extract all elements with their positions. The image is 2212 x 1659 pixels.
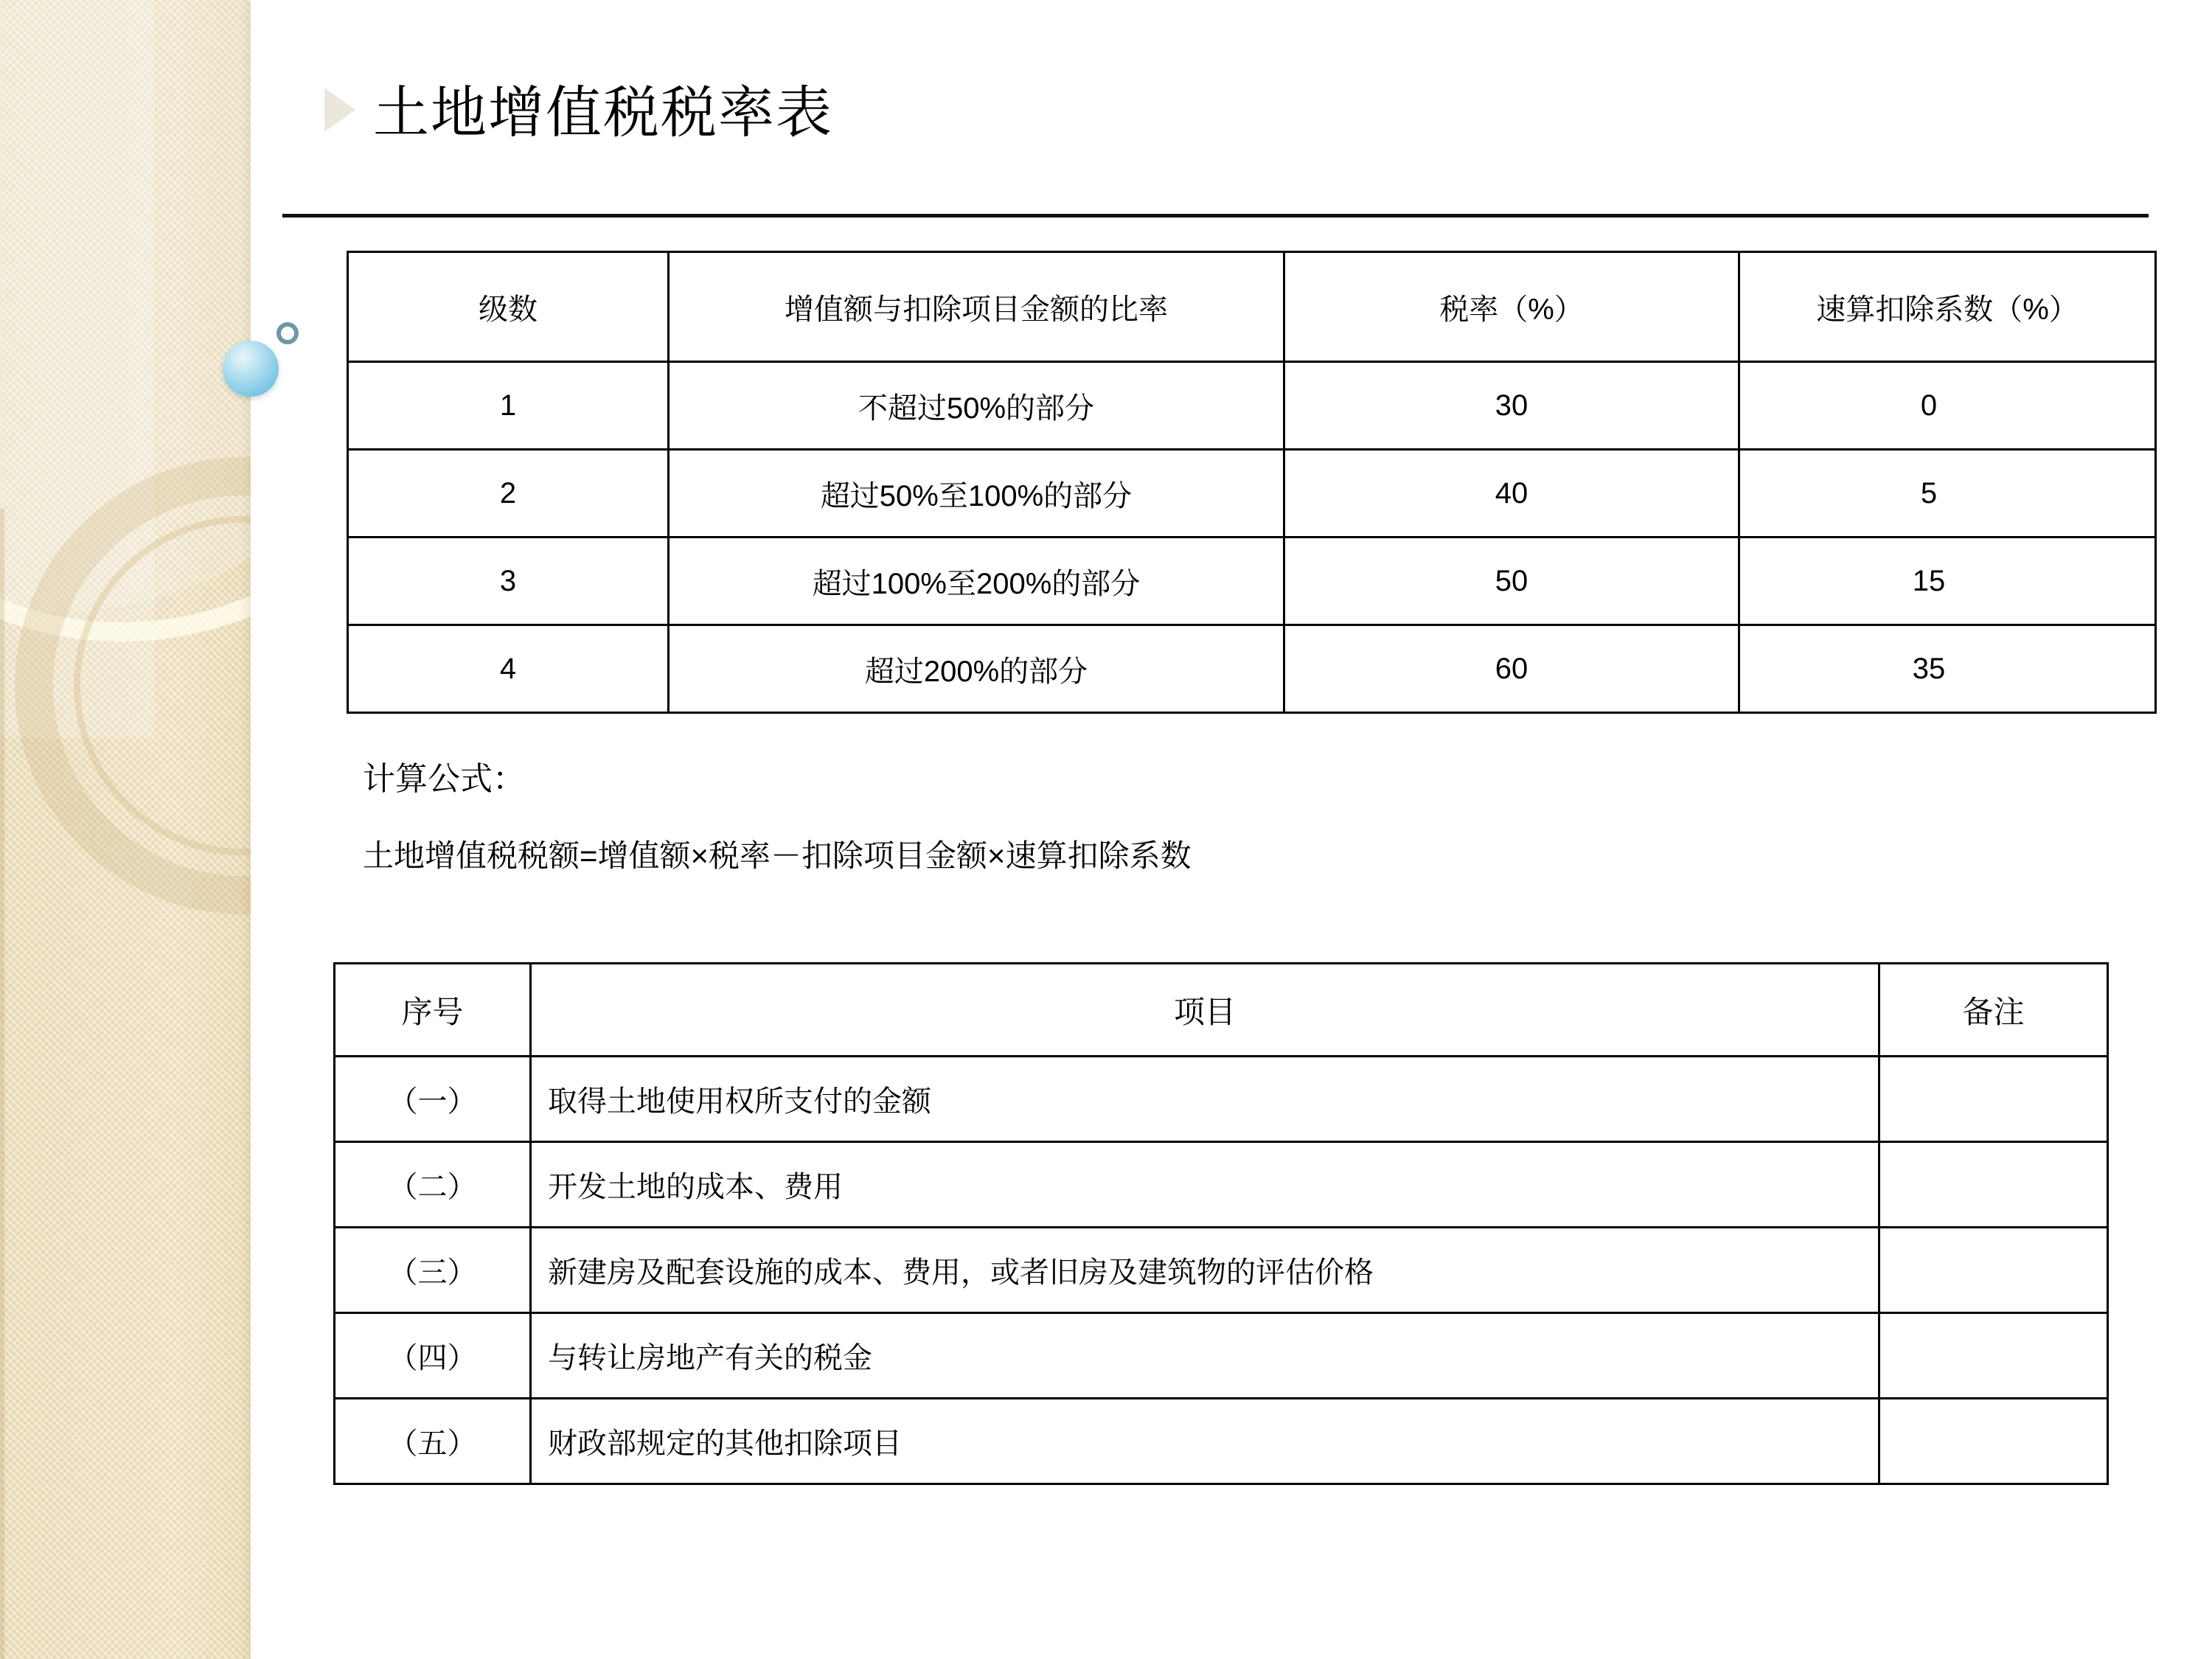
title-row xyxy=(324,68,833,148)
column-header-rate: 税率（%） xyxy=(1284,252,1739,362)
table-row xyxy=(348,625,2156,713)
blue-sphere-icon xyxy=(223,341,279,397)
cell-no: （二） xyxy=(335,1142,531,1228)
cell-rate: 60 xyxy=(1284,625,1739,713)
table-row xyxy=(348,450,2156,538)
cell-coefficient: 35 xyxy=(1739,625,2156,713)
cell-ratio: 不超过50%的部分 xyxy=(669,362,1284,450)
cell-ratio: 超过100%至200%的部分 xyxy=(669,538,1284,625)
cell-ratio: 超过200%的部分 xyxy=(669,625,1284,713)
cell-item: 财政部规定的其他扣除项目 xyxy=(531,1399,1879,1484)
table-row xyxy=(335,1142,2108,1228)
column-header-level: 级数 xyxy=(348,252,669,362)
cell-rate: 40 xyxy=(1284,450,1739,538)
cell-coefficient: 0 xyxy=(1739,362,2156,450)
table-header-row xyxy=(335,964,2108,1057)
band-right-shade xyxy=(240,0,251,1659)
cell-note xyxy=(1879,1313,2108,1399)
cell-level: 4 xyxy=(348,625,669,713)
cell-note xyxy=(1879,1057,2108,1142)
table-row xyxy=(335,1057,2108,1142)
column-header-item: 项目 xyxy=(531,964,1879,1057)
band-left-edge xyxy=(0,509,4,1659)
table-row xyxy=(335,1228,2108,1313)
column-header-no: 序号 xyxy=(335,964,531,1057)
cell-rate: 30 xyxy=(1284,362,1739,450)
cell-item: 开发土地的成本、费用 xyxy=(531,1142,1879,1228)
table-row xyxy=(335,1313,2108,1399)
formula-expression: 土地增值税税额=增值额×税率－扣除项目金额×速算扣除系数 xyxy=(363,838,1192,873)
cell-note xyxy=(1879,1228,2108,1313)
cell-level: 1 xyxy=(348,362,669,450)
page-title: 土地增值税税率表 xyxy=(373,83,833,145)
cell-no: （三） xyxy=(335,1228,531,1313)
column-header-coefficient: 速算扣除系数（%） xyxy=(1739,252,2156,362)
tax-rate-table xyxy=(347,251,2157,714)
cell-rate: 50 xyxy=(1284,538,1739,625)
decorative-side-band xyxy=(0,0,251,1659)
cell-no: （一） xyxy=(335,1057,531,1142)
cell-coefficient: 5 xyxy=(1739,450,2156,538)
table-row xyxy=(348,538,2156,625)
cell-note xyxy=(1879,1399,2108,1484)
cell-item: 取得土地使用权所支付的金额 xyxy=(531,1057,1879,1142)
cell-level: 2 xyxy=(348,450,669,538)
cell-coefficient: 15 xyxy=(1739,538,2156,625)
table-row xyxy=(348,362,2156,450)
cell-level: 3 xyxy=(348,538,669,625)
table-row xyxy=(335,1399,2108,1484)
table-header-row xyxy=(348,252,2156,362)
cell-ratio: 超过50%至100%的部分 xyxy=(669,450,1284,538)
cell-note xyxy=(1879,1142,2108,1228)
deduction-items-table xyxy=(333,962,2109,1485)
formula-label: 计算公式： xyxy=(363,761,525,797)
cell-item: 新建房及配套设施的成本、费用，或者旧房及建筑物的评估价格 xyxy=(531,1228,1879,1313)
cell-item: 与转让房地产有关的税金 xyxy=(531,1313,1879,1399)
column-header-ratio: 增值额与扣除项目金额的比率 xyxy=(669,252,1284,362)
cell-no: （四） xyxy=(335,1313,531,1399)
small-ring-icon xyxy=(276,322,299,344)
cell-no: （五） xyxy=(335,1399,531,1484)
column-header-note: 备注 xyxy=(1879,964,2108,1057)
triangle-right-icon xyxy=(324,88,355,132)
title-divider xyxy=(282,214,2149,218)
